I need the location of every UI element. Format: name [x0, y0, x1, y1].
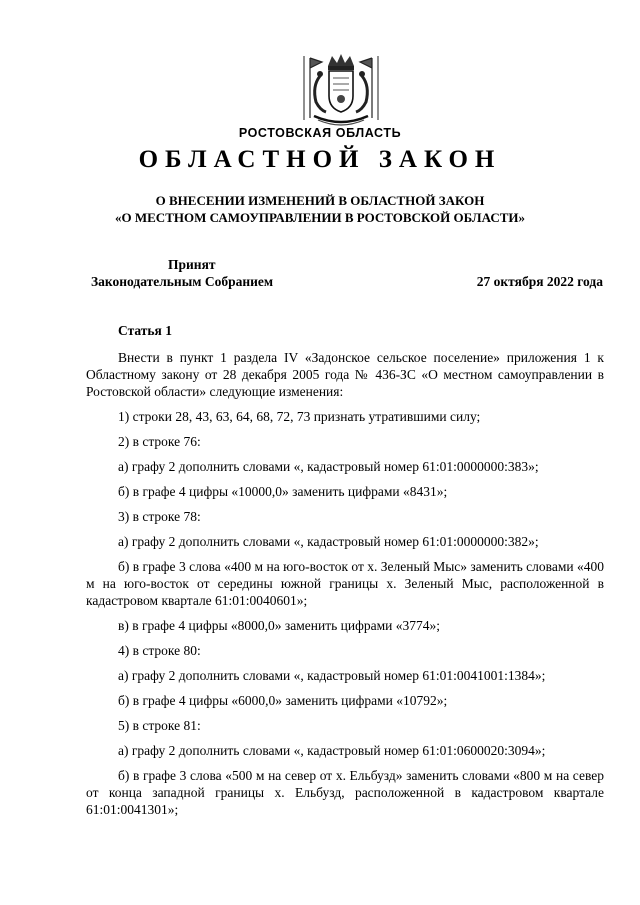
paragraph: 1) строки 28, 43, 63, 64, 68, 72, 73 признать утратившими силу;: [118, 409, 481, 424]
adoption-date: 27 октября 2022 года: [476, 274, 603, 289]
region-name: РОСТОВСКАЯ ОБЛАСТЬ: [238, 126, 402, 140]
paragraph: б) в графе 4 цифры «10000,0» заменить цифрами «8431»;: [118, 484, 448, 499]
paragraph: Внести в пункт 1 раздела IV «Задонское сельское поселение» приложения 1 к Областному закону от 28 декабря 2005 года № 436-ЗС «О местном самоуправлении в Ростовской области» следующие изменения:: [86, 350, 604, 399]
document-type-title: ОБЛАСТНОЙ ЗАКОН: [138, 146, 502, 173]
adopted-label: Принят: [168, 257, 216, 272]
law-subtitle-line-2: «О МЕСТНОМ САМОУПРАВЛЕНИИ В РОСТОВСКОЙ ОБЛАСТИ»: [115, 210, 525, 225]
paragraph: а) графу 2 дополнить словами «, кадастровый номер 61:01:0600020:3094»;: [118, 743, 546, 758]
document-body: [86, 322, 604, 826]
adopted-by-label: Законодательным Собранием: [91, 274, 274, 289]
paragraph: б) в графе 3 слова «400 м на юго-восток от х. Зеленый Мыс» заменить словами «400 м на юго-восток от середины южной границы х. Зеленый Мыс, расположенной в кадастровом квартале 61:01:0040601»;: [86, 559, 604, 608]
law-subtitle-line-1: О ВНЕСЕНИИ ИЗМЕНЕНИЙ В ОБЛАСТНОЙ ЗАКОН: [155, 193, 485, 208]
paragraph: б) в графе 3 слова «500 м на север от х. Ельбузд» заменить словами «800 м на север от конца западной границы х. Ельбузд, расположенной в кадастровом квартале 61:01:0041301»;: [86, 768, 604, 817]
paragraph: а) графу 2 дополнить словами «, кадастровый номер 61:01:0041001:1384»;: [118, 668, 546, 683]
paragraph: б) в графе 4 цифры «6000,0» заменить цифрами «10792»;: [118, 693, 448, 708]
paragraph: в) в графе 4 цифры «8000,0» заменить цифрами «3774»;: [118, 618, 440, 633]
article-heading: Статья 1: [118, 323, 172, 338]
paragraph: 4) в строке 80:: [118, 643, 201, 658]
paragraph: 3) в строке 78:: [118, 509, 201, 524]
coat-of-arms-icon: [296, 52, 386, 128]
paragraph: а) графу 2 дополнить словами «, кадастровый номер 61:01:0000000:382»;: [118, 534, 539, 549]
paragraph: 2) в строке 76:: [118, 434, 201, 449]
paragraph: а) графу 2 дополнить словами «, кадастровый номер 61:01:0000000:383»;: [118, 459, 539, 474]
paragraph: 5) в строке 81:: [118, 718, 201, 733]
